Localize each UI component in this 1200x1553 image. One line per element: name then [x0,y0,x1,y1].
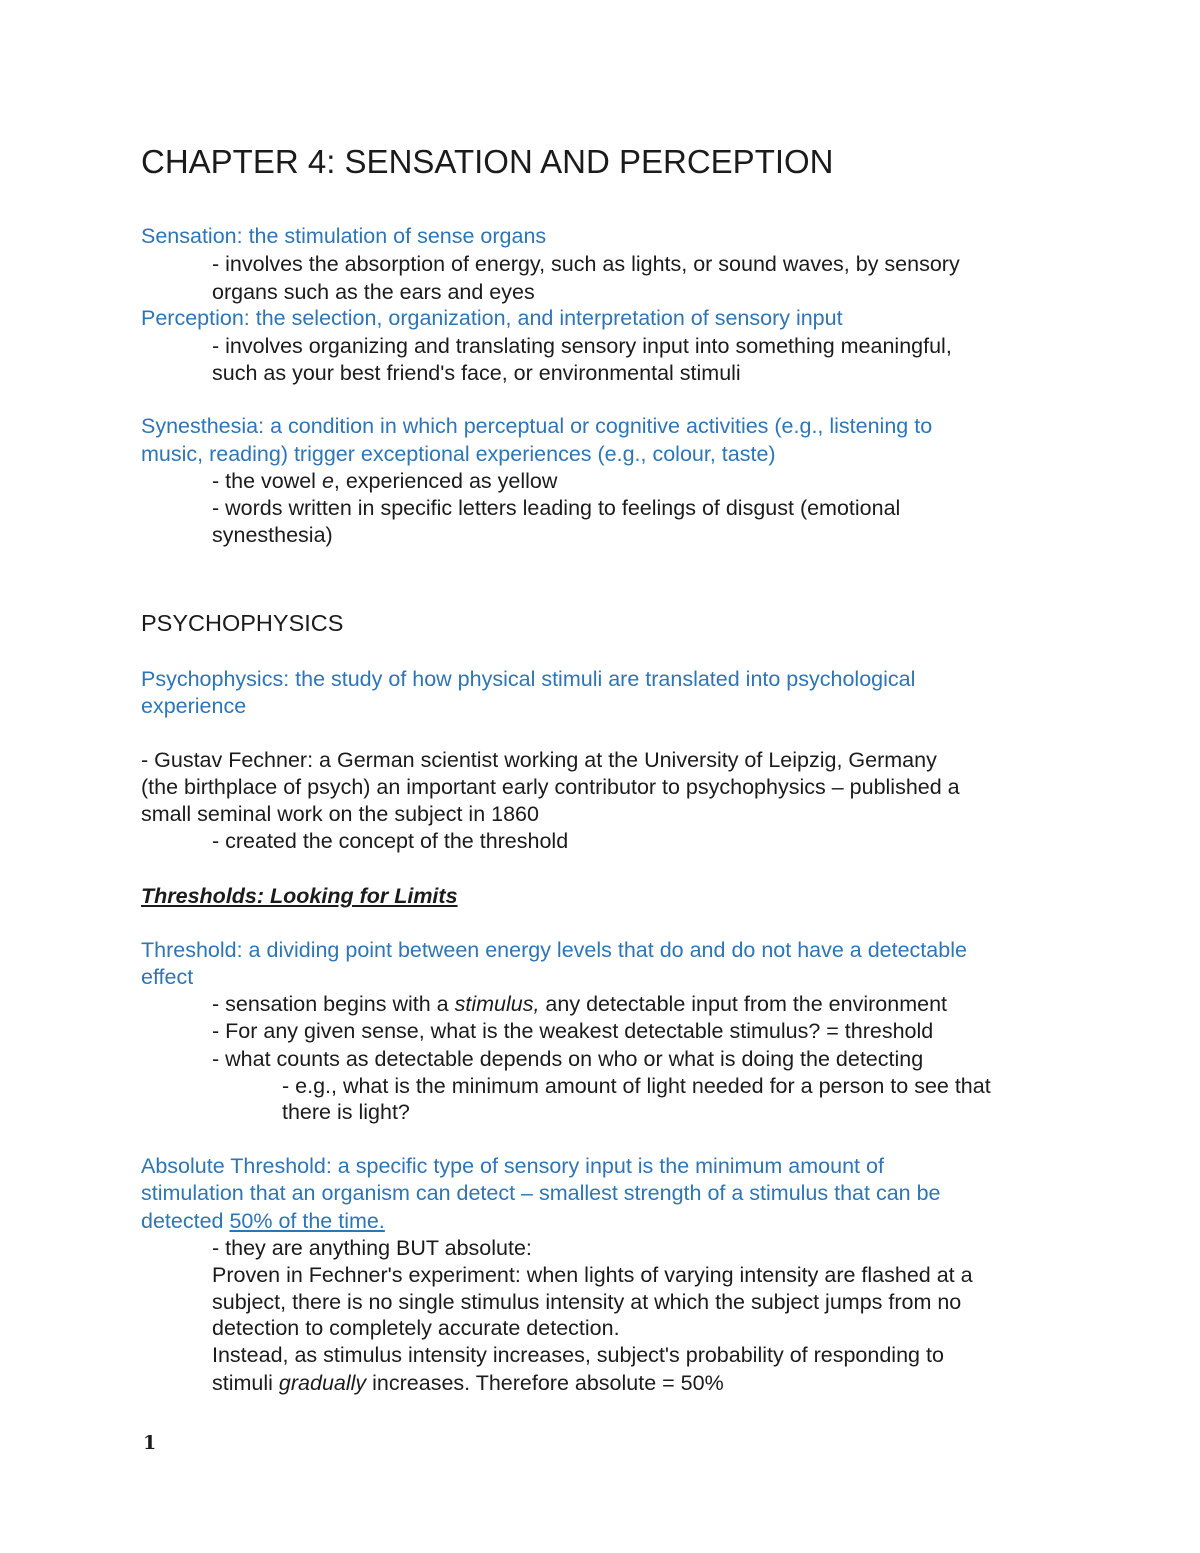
synesthesia-bullet-line: synesthesia) [212,523,333,547]
synesthesia-bullet-line: - words written in specific letters leading to feelings of disgust (emotional [212,496,901,520]
page-number: 1 [143,1432,157,1454]
synesthesia-bullet-line: - the vowel e, experienced as yellow [212,469,558,493]
threshold-subbullet-line: there is light? [282,1100,410,1124]
absolute-threshold-definition: Absolute Threshold: a specific type of sensory input is the minimum amount of [141,1154,884,1178]
fechner-paragraph-line: (the birthplace of psych) an important early contributor to psychophysics – published a [141,775,960,799]
absolute-paragraph-line: Instead, as stimulus intensity increases, subject's probability of responding to [212,1343,944,1367]
fechner-paragraph-line: - Gustav Fechner: a German scientist working at the University of Leipzig, Germany [141,748,937,772]
absolute-threshold-definition: stimulation that an organism can detect – smallest strength of a stimulus that can be [141,1181,941,1205]
sensation-bullet-line: organs such as the ears and eyes [212,280,535,304]
absolute-paragraph-line: stimuli gradually increases. Therefore absolute = 50% [212,1371,724,1395]
threshold-definition: effect [141,965,194,989]
threshold-subbullet-line: - e.g., what is the minimum amount of light needed for a person to see that [282,1074,991,1098]
absolute-threshold-definition: detected 50% of the time. [141,1209,385,1233]
absolute-paragraph-line: detection to completely accurate detection. [212,1316,620,1340]
threshold-definition: Threshold: a dividing point between energy levels that do and do not have a detectable [141,938,967,962]
perception-bullet-line: such as your best friend's face, or environmental stimuli [212,361,741,385]
perception-definition: Perception: the selection, organization, and interpretation of sensory input [141,306,843,330]
absolute-bullet-line: - they are anything BUT absolute: [212,1236,532,1260]
psychophysics-definition: experience [141,694,247,718]
threshold-bullet-line: - sensation begins with a stimulus, any detectable input from the environment [212,992,947,1016]
sensation-definition: Sensation: the stimulation of sense organs [141,224,547,248]
page-title: CHAPTER 4: SENSATION AND PERCEPTION [141,143,834,180]
absolute-paragraph-line: subject, there is no single stimulus intensity at which the subject jumps from no [212,1290,962,1314]
synesthesia-definition: Synesthesia: a condition in which perceptual or cognitive activities (e.g., listening to [141,414,933,438]
absolute-paragraph-line: Proven in Fechner's experiment: when lights of varying intensity are flashed at a [212,1263,973,1287]
synesthesia-definition: music, reading) trigger exceptional experiences (e.g., colour, taste) [141,442,776,466]
underlined-fifty-percent: 50% of the time. [229,1209,385,1233]
perception-bullet-line: - involves organizing and translating sensory input into something meaningful, [212,334,952,358]
section-heading-psychophysics: PSYCHOPHYSICS [141,610,344,636]
sensation-bullet-line: - involves the absorption of energy, such as lights, or sound waves, by sensory [212,252,960,276]
fechner-paragraph-line: small seminal work on the subject in 1860 [141,802,539,826]
threshold-bullet-line: - For any given sense, what is the weakest detectable stimulus? = threshold [212,1019,934,1043]
subsection-heading-thresholds: Thresholds: Looking for Limits [141,884,458,908]
psychophysics-definition: Psychophysics: the study of how physical stimuli are translated into psychological [141,667,916,691]
threshold-bullet-line: - what counts as detectable depends on who or what is doing the detecting [212,1047,924,1071]
fechner-bullet-line: - created the concept of the threshold [212,829,569,853]
